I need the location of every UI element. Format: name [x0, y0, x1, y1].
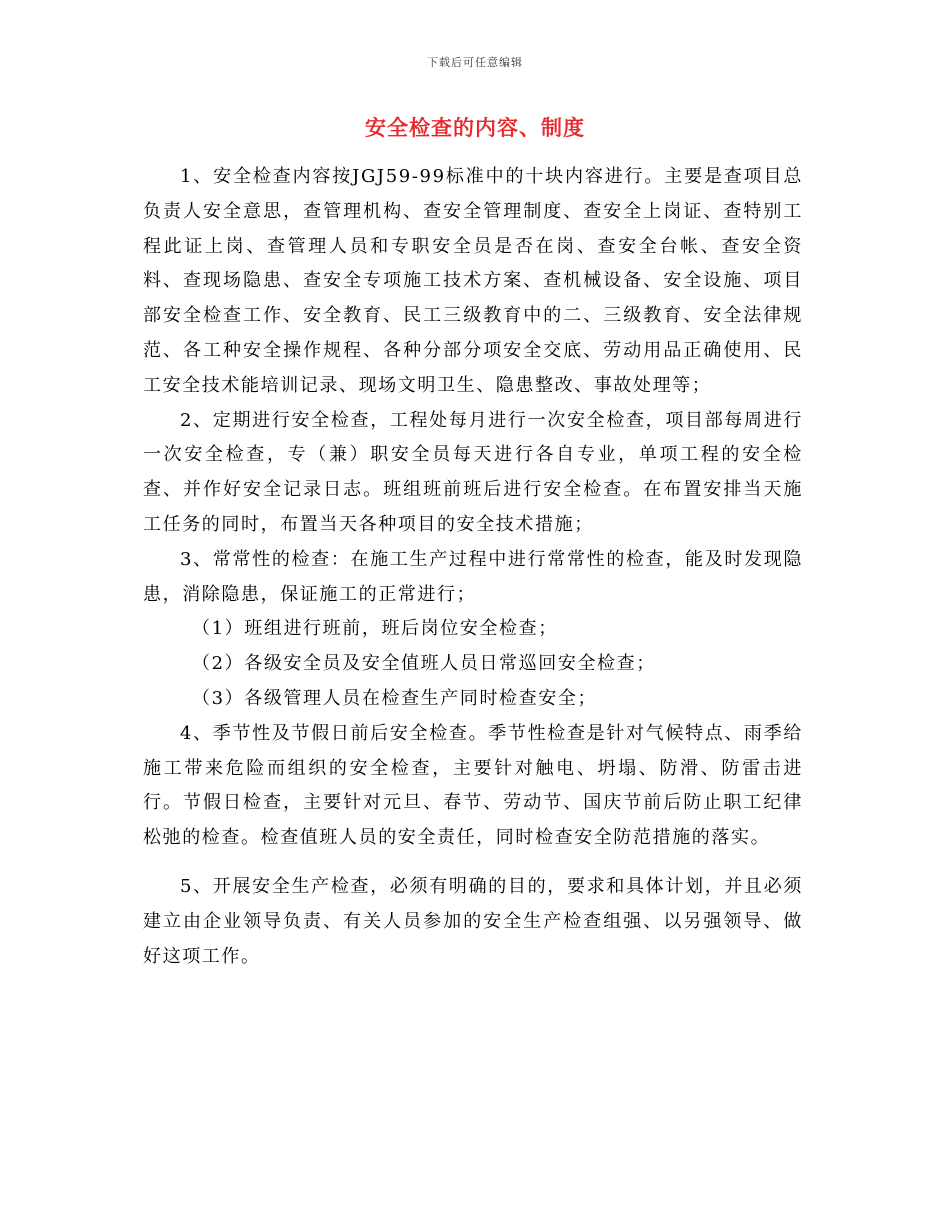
paragraph-routine-inspection: 3、常常性的检查：在施工生产过程中进行常常性的检查，能及时发现隐患，消除隐患，保证施工的正常进行； [143, 548, 803, 605]
paragraph-inspection-content: 1、安全检查内容按JGJ59-99标准中的十块内容进行。主要是查项目总负责人安全意思，查管理机构、查安全管理制度、查安全上岗证、查特别工程此证上岗、查管理人员和专职安全员是否在岗、查安全台帐、查安全资料、查现场隐患、查安全专项施工技术方案、查机械设备、安全设施、项目部安全检查工作、安全教育、民工三级教育中的二、三级教育、安全法律规范、各工种安全操作规程、各种分部分项安全交底、劳动用品正确使用、民工安全技术能培训记录、现场文明卫生、隐患整改、事故处理等； [143, 166, 803, 396]
header-note: 下载后可任意编辑 [427, 56, 523, 69]
paragraph-seasonal-inspection: 4、季节性及节假日前后安全检查。季节性检查是针对气候特点、雨季给施工带来危险而组织的安全检查，主要针对触电、坍塌、防滑、防雷击进行。节假日检查，主要针对元旦、春节、劳动节、国庆节前后防止职工纪律松弛的检查。检查值班人员的安全责任，同时检查安全防范措施的落实。 [143, 722, 803, 849]
paragraph-regular-inspection: 2、定期进行安全检查，工程处每月进行一次安全检查，项目部每周进行一次安全检查，专（兼）职安全员每天进行各自专业，单项工程的安全检查、并作好安全记录日志。班组班前班后进行安全检查。在布置安排当天施工任务的同时，布置当天各种项目的安全技术措施； [143, 409, 803, 535]
paragraph-sub-item-2: （2）各级安全员及安全值班人员日常巡回安全检查； [192, 653, 656, 675]
document-title: 安全检查的内容、制度 [365, 116, 585, 140]
paragraph-safety-production-check: 5、开展安全生产检查，必须有明确的目的，要求和具体计划，并且必须建立由企业领导负责、有关人员参加的安全生产检查组强、以另强领导、做好这项工作。 [143, 875, 803, 967]
paragraph-sub-item-3: （3）各级管理人员在检查生产同时检查安全； [192, 687, 598, 709]
paragraph-sub-item-1: （1）班组进行班前，班后岗位安全检查； [192, 618, 558, 640]
document-body [143, 160, 803, 974]
